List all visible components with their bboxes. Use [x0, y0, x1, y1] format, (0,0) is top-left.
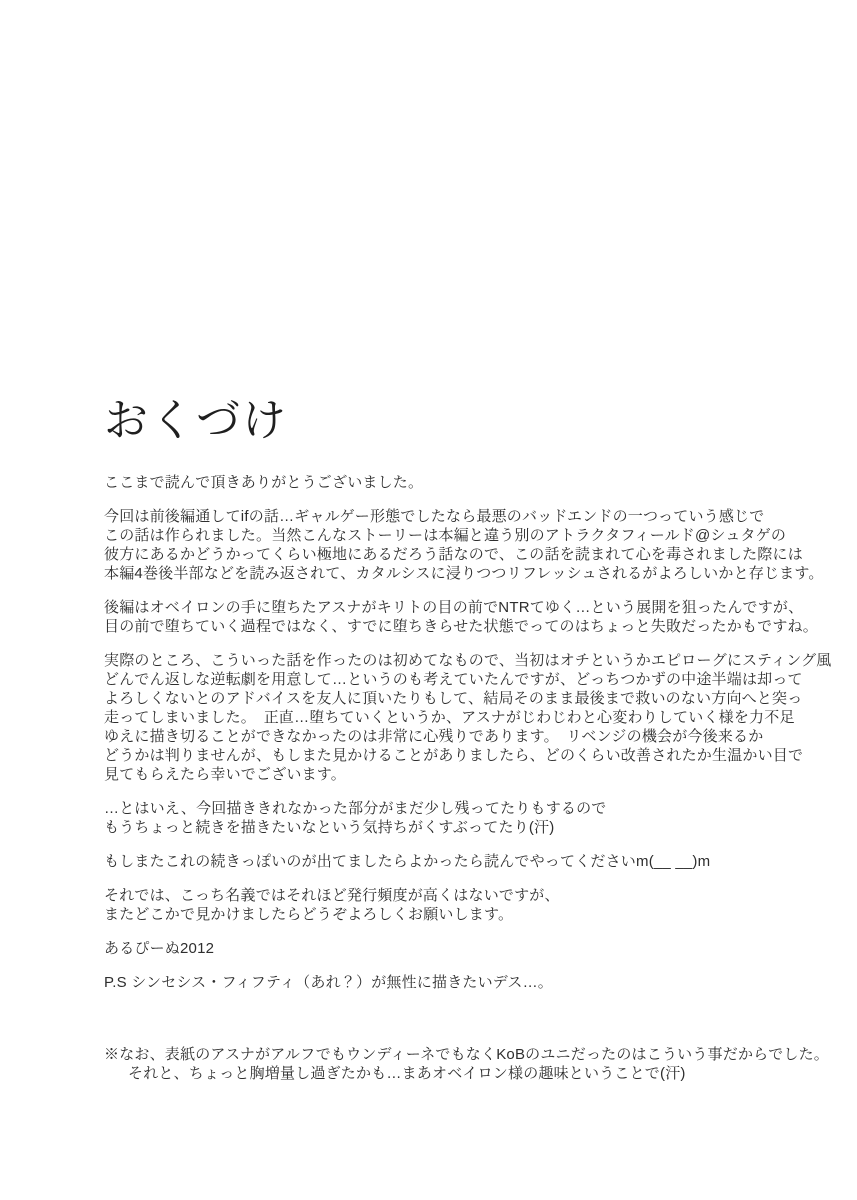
closing-paragraph — [104, 886, 814, 924]
kouhen-comment-paragraph — [104, 598, 818, 636]
text-line: 後編はオベイロンの手に堕ちたアスナがキリトの目の前でNTRてゆく…という展開を狙ったんですが、 — [104, 598, 804, 616]
text-line: よろしくないとのアドバイスを友人に頂いたりもして、結局そのまま最後まで救いのない方向へと突っ — [104, 689, 803, 707]
text-line: それでは、こっち名義ではそれほど発行頻度が高くはないですが、 — [104, 886, 560, 904]
text-line: どんでん返しな逆転劇を用意して…というのも考えていたんですが、どっちつかずの中途半端は却って — [104, 670, 803, 688]
text-line: ゆえに描き切ることができなかったのは非常に心残りであります。 リベンジの機会が今後来るか — [104, 727, 764, 745]
author-name: あるぴーぬ2012 — [104, 939, 215, 957]
greeting-paragraph — [104, 473, 814, 492]
text-line: 目の前で堕ちていく過程ではなく、すでに堕ちきらせた状態でってのはちょっと失敗だったかもですね。 — [104, 617, 818, 635]
continuation-hope-paragraph — [104, 799, 814, 837]
text-line: 見てもらえたら幸いでございます。 — [104, 765, 347, 783]
reflection-paragraph — [104, 651, 832, 784]
text-line: それと、ちょっと胸増量し過ぎたかも…まあオベイロン様の趣味ということで(汗) — [128, 1064, 686, 1082]
text-line: どうかは判りませんが、もしまた見かけることがありましたら、どのくらい改善されたか生温かい目で — [104, 746, 804, 764]
sequel-request-paragraph — [104, 852, 814, 871]
text-line: もうちょっと続きを描きたいなという気持ちがくすぶってたり(汗) — [104, 818, 555, 836]
text-line: P.S シンセシス・フィフティ（あれ？）が無性に描きたいデス…。 — [104, 973, 553, 991]
signature — [104, 939, 814, 958]
text-line: またどこかで見かけましたらどうぞよろしくお願いします。 — [104, 905, 514, 923]
text-line: ここまで読んで頂きありがとうございました。 — [104, 473, 424, 491]
text-line: もしまたこれの続きっぽいのが出てましたらよかったら読んでやってくださいm(__ __)m — [104, 852, 711, 870]
text-line: …とはいえ、今回描ききれなかった部分がまだ少し残ってたりもするので — [104, 799, 607, 817]
text-line: 今回は前後編通してifの話…ギャルゲー形態でしたなら最悪のバッドエンドの一つっていう感じで — [104, 507, 765, 525]
footnote — [104, 1045, 830, 1083]
text-line: 本編4巻後半部などを読み返されて、カタルシスに浸りつつリフレッシュされるがよろしいかと存じます。 — [104, 564, 824, 582]
page-title: おくづけ — [104, 396, 288, 445]
afterword-content — [104, 396, 832, 1098]
postscript — [104, 973, 814, 992]
text-line: ※なお、表紙のアスナがアルフでもウンディーネでもなくKoBのユニだったのはこういう事だからでした。 — [104, 1045, 830, 1063]
text-line: 走ってしまいました。 正直…堕ちていくというか、アスナがじわじわと心変わりしていく様を力不足 — [104, 708, 795, 726]
text-line: 彼方にあるかどうかってくらい極地にあるだろう話なので、この話を読まれて心を毒されました際には — [104, 545, 803, 563]
story-concept-paragraph — [104, 507, 824, 583]
text-line: この話は作られました。当然こんなストーリーは本編と違う別のアトラクタフィールド@シュタゲの — [104, 526, 787, 544]
text-line: 実際のところ、こういった話を作ったのは初めてなもので、当初はオチというかエピローグにスティング風 — [104, 651, 832, 669]
